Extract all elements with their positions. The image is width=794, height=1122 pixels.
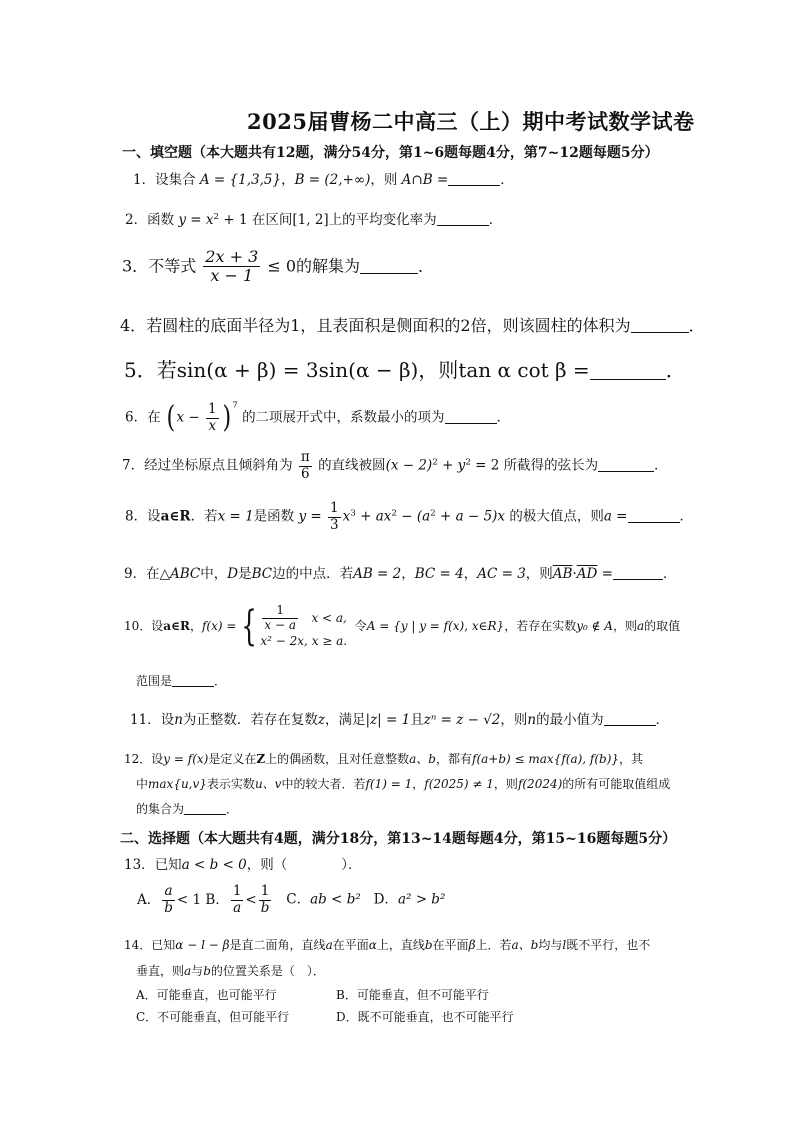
q10-c1-den: x − a <box>264 617 296 632</box>
q12-l2-a: 中 <box>136 777 149 791</box>
q1-comma: ， <box>281 172 295 188</box>
q12-l2-f: 的所有可能取值组成 <box>562 777 671 791</box>
q11-s1: 为正整数．若存在复数 <box>182 712 318 728</box>
q8-s1: ．若 <box>190 508 218 525</box>
question-7 <box>122 450 668 482</box>
q14-l1-alpha: α <box>368 938 377 952</box>
q14-number: 14． <box>124 938 152 952</box>
q2-exp: 2 <box>213 211 220 222</box>
q6-end: ． <box>496 409 511 426</box>
q10-c2-cond: x ≥ a. <box>311 633 348 648</box>
q10-f: f(x) = <box>201 618 237 633</box>
q14-l1-f: 均与 <box>538 938 563 952</box>
q11-s3: 且 <box>410 712 424 728</box>
q8-answer-blank[interactable] <box>628 508 680 523</box>
q7-end: ． <box>654 457 668 474</box>
q10-end: ． <box>214 674 227 688</box>
q6-frac-num: 1 <box>208 401 217 417</box>
q7-circle-exp2: 2 <box>465 457 471 468</box>
q10-s3: 的取值 <box>644 618 681 633</box>
q4-answer-blank[interactable] <box>631 316 689 333</box>
q14-option-a[interactable]: A．可能垂直，也可能平行 <box>136 988 277 1002</box>
q6-frac-den: x <box>208 417 217 434</box>
q5-number: 5． <box>124 358 157 382</box>
q7-circle: (x − 2) <box>385 457 433 474</box>
q11-s5: 的最小值为 <box>536 712 604 728</box>
q14-l1-e: 上．若 <box>475 938 512 952</box>
q7-number: 7． <box>122 457 145 474</box>
question-13-options <box>137 884 445 916</box>
q10-let: 令 <box>354 618 367 633</box>
q11-pre: 设 <box>160 712 175 728</box>
q11-n: n <box>174 712 183 728</box>
question-11 <box>130 708 669 728</box>
q12-number: 12． <box>124 752 152 766</box>
q10-s1: ，若存在实数 <box>504 618 577 633</box>
q13-opt-a-frac: $\frac{a}{b}$ <box>164 883 173 916</box>
q1-set-a: A = {1,3,5} <box>199 172 282 188</box>
q8-poly1: x <box>342 508 351 525</box>
q12-l2-f3: f(2024) <box>517 777 563 791</box>
q7-fraction <box>299 450 312 482</box>
q12-l2-f1: f(1) = 1 <box>365 777 413 791</box>
q10-cond: a∈R <box>163 618 190 633</box>
q6-var: x − <box>176 409 200 426</box>
q10-c1-num: 1 <box>262 604 298 619</box>
q3-fraction-denominator: x − 1 <box>210 266 254 286</box>
q8-e3: 3 <box>350 508 356 519</box>
question-13 <box>124 853 362 873</box>
q13-cond: a < b < 0 <box>181 857 247 873</box>
q10-line2: 范围是 <box>136 674 173 688</box>
q13-opt-c-label: C． <box>286 891 311 908</box>
q10-set-a: A = {y | y = f(x), x∈R} <box>366 618 505 633</box>
q12-l2-f2: f(2025) ≠ 1 <box>424 777 494 791</box>
q12-l1-a: 是定义在 <box>208 752 257 766</box>
section-2-heading: 二、选择题（本大题共有4题，满分18分，第13~14题每题4分，第15~16题每题5分） <box>120 831 677 847</box>
q8-poly2: + ax <box>355 508 392 525</box>
question-6 <box>125 402 510 434</box>
question-3 <box>122 248 434 286</box>
q12-l2-d: ， <box>412 777 425 791</box>
q9-triangle: ABC <box>169 566 201 582</box>
q7-post: 所截得的弦长为 <box>503 457 599 474</box>
q12-l3: 的集合为 <box>136 802 185 816</box>
q11-s4: ，则 <box>500 712 528 728</box>
question-4 <box>120 313 705 336</box>
q13-opt-a-tail: < 1 <box>176 891 202 908</box>
q7-frac-den: 6 <box>301 465 310 482</box>
question-10 <box>124 601 681 650</box>
q11-z: z <box>317 712 326 728</box>
q6-paren-right: ) <box>222 400 231 436</box>
question-9 <box>124 562 676 582</box>
q13-opt-d-label: D． <box>373 891 398 908</box>
q1-set-b: B = (2,+∞) <box>294 172 371 188</box>
q3-fraction <box>203 248 260 286</box>
q11-number: 11． <box>130 712 161 728</box>
q6-paren-left: ( <box>166 400 176 436</box>
q7-circle-exp1: 2 <box>432 457 438 468</box>
q12-answer-blank[interactable] <box>184 802 226 815</box>
question-10-line-2 <box>136 672 226 689</box>
q7-answer-blank[interactable] <box>598 457 654 472</box>
q9-s1: 中， <box>200 566 228 582</box>
q10-case-2 <box>260 633 347 649</box>
q10-brace: { <box>241 601 258 650</box>
q5-mid: ，则 <box>418 358 459 382</box>
q1-expr: A∩B = <box>401 172 449 188</box>
q8-fraction <box>328 501 341 533</box>
q14-l1-d: 在平面 <box>432 938 469 952</box>
q2-func-tail: + 1 <box>219 212 248 228</box>
q7-frac-num: π <box>300 449 310 465</box>
q3-fraction-numerator: 2x + 3 <box>205 247 259 266</box>
q9-bc2: BC = 4 <box>414 566 464 582</box>
q13-opt-b-rel: < <box>245 891 257 908</box>
q14-l1-ab: a、b <box>511 938 539 952</box>
q12-end: ． <box>226 802 239 816</box>
q1-number: 1． <box>133 172 156 188</box>
section-1-heading: 一、填空题（本大题共有12题，满分54分，第1~6题每题4分，第7~12题每题5分） <box>122 145 659 161</box>
q10-cases <box>260 604 347 649</box>
question-1 <box>133 168 514 188</box>
q9-s2: 是 <box>238 566 252 582</box>
q6-number: 6． <box>125 409 148 426</box>
q13-opt-b-frac2: $\frac{1}{b}$ <box>260 883 270 916</box>
q14-l1-angle: α − l − β <box>175 938 230 952</box>
q12-l1-z: Z <box>256 752 266 766</box>
page-title: 2025届曹杨二中高三（上）期中考试数学试卷 <box>247 109 695 134</box>
q14-l1-lb: b <box>424 938 433 952</box>
q9-ac: AC = 3 <box>477 566 526 582</box>
q14-l2-lb: b <box>203 964 211 978</box>
q8-poly3: − (a <box>396 508 431 525</box>
q12-l1-c: ，都有 <box>435 752 472 766</box>
q12-l1-b: 上的偶函数，且对任意整数 <box>265 752 410 766</box>
q6-fraction <box>206 402 219 434</box>
q7-circle-mid: + y <box>437 457 466 474</box>
q14-l1-la: a <box>325 938 333 952</box>
q4-number: 4． <box>120 316 147 335</box>
q8-poly4: + a − 5)x <box>435 508 506 525</box>
question-12-line-3 <box>136 800 238 817</box>
q14-l2-b: 与 <box>191 964 204 978</box>
q3-post: 的解集为 <box>296 256 361 276</box>
q8-frac-den: 3 <box>330 516 339 533</box>
q10-comma: ， <box>189 618 202 633</box>
q14-l1-l: l <box>562 938 567 952</box>
q13-opt-c-expr: ab < b² <box>310 891 361 908</box>
q7-mid: 的直线被圆 <box>318 457 386 474</box>
question-12-line-2 <box>136 775 670 792</box>
q14-option-c[interactable]: C．不可能垂直，但可能平行 <box>136 1010 290 1024</box>
q7-circle-tail: = 2 <box>470 457 500 474</box>
q9-s5: ， <box>463 566 478 582</box>
q12-l2-e: ，则 <box>493 777 518 791</box>
q10-c2-expr: x² − 2x, <box>260 633 308 648</box>
q9-dot: · <box>572 566 577 582</box>
q1-pre: 设集合 <box>155 172 196 188</box>
q9-s6: ，则 <box>525 566 553 582</box>
q2-pre: 函数 <box>147 212 175 228</box>
q6-answer-blank[interactable] <box>445 409 497 424</box>
question-8 <box>125 501 693 533</box>
q6-post: 的二项展开式中，系数最小的项为 <box>242 409 445 426</box>
q8-frac-num: 1 <box>330 500 339 516</box>
q2-post: 上的平均变化率为 <box>328 212 437 228</box>
q10-pre: 设 <box>151 618 164 633</box>
q14-l1-g: 既不平行，也不 <box>566 938 651 952</box>
q10-case1-fraction <box>262 604 298 633</box>
q14-l1-b: 在平面 <box>332 938 369 952</box>
q14-option-b[interactable]: B．可能垂直，但不可能平行 <box>336 988 489 1002</box>
q9-vector-ad: $\overline{AD}$ <box>576 566 598 582</box>
q2-interval: [1, 2] <box>292 212 329 228</box>
question-2 <box>125 208 502 228</box>
q9-s3: 边的中点．若 <box>272 566 354 582</box>
q11-abs: |z| = 1 <box>365 712 411 728</box>
q13-option-d[interactable] <box>374 892 446 908</box>
question-14-line-1 <box>124 936 650 953</box>
q1-answer-blank[interactable] <box>448 172 500 187</box>
q11-s2: ，满足 <box>325 712 366 728</box>
q8-number: 8． <box>125 508 148 525</box>
q14-l2-a: 垂直，则 <box>136 964 185 978</box>
q8-s3: 的极大值点，则 <box>509 508 604 525</box>
q14-l1-beta: β <box>468 938 476 952</box>
q12-l2-max: max{u,v} <box>148 777 207 791</box>
question-5 <box>124 354 686 383</box>
q9-ab: AB = 2 <box>353 566 402 582</box>
q14-l2-c: 的位置关系是（ ）． <box>210 964 325 978</box>
q10-case-1 <box>260 604 347 633</box>
q3-end: ． <box>418 256 435 276</box>
q6-pre: 在 <box>147 409 161 426</box>
q13-opt-b-label: B． <box>205 891 229 908</box>
q8-xval: x = 1 <box>217 508 254 525</box>
question-12-line-1 <box>124 750 643 767</box>
q2-end: ． <box>488 212 503 228</box>
q4-end: ． <box>688 316 705 335</box>
q1-end: ． <box>500 172 514 188</box>
q4-text-c: 倍，则该圆柱的体积为 <box>470 316 631 335</box>
q14-option-d[interactable]: D．既不可能垂直，也不可能平行 <box>336 1010 514 1024</box>
q9-answer-blank[interactable] <box>613 566 663 581</box>
q10-s2: ，则 <box>612 618 637 633</box>
q13-number: 13． <box>124 857 155 873</box>
q9-pre: 在△ <box>146 566 170 582</box>
q13-opt-a-label: A． <box>137 891 161 908</box>
q8-e2a: 2 <box>391 508 397 519</box>
q8-e2b: 2 <box>430 508 436 519</box>
q8-y-eq: y = <box>298 508 322 525</box>
q3-answer-blank[interactable] <box>360 257 418 274</box>
q14-l1-c: 上，直线 <box>376 938 425 952</box>
q9-s4: ， <box>401 566 415 582</box>
q4-text-a: 若圆柱的底面半径为 <box>146 316 291 335</box>
q14-l2-la: a <box>184 964 192 978</box>
q13-option-a[interactable] <box>137 883 202 916</box>
q9-vector-ab: $\overline{AB}$ <box>552 566 573 582</box>
q4-text-b: ，且表面积是侧面积的 <box>300 316 461 335</box>
q8-end: ． <box>679 508 693 525</box>
q12-l1-d: ，其 <box>619 752 644 766</box>
q7-pre: 经过坐标原点且倾斜角为 <box>144 457 293 474</box>
q8-a-eq: a = <box>603 508 628 525</box>
q5-pre: 若 <box>156 358 177 382</box>
question-14-line-2 <box>136 962 325 979</box>
q13-opt-b-frac1: $\frac{1}{a}$ <box>232 883 242 916</box>
q3-pre: 不等式 <box>148 256 197 276</box>
q12-l2-uv: u、v <box>254 777 282 791</box>
q2-func: y = x <box>178 212 214 228</box>
q13-pre: 已知 <box>154 857 182 873</box>
q12-l1-ab: a、b <box>409 752 436 766</box>
q9-bc: BC <box>251 566 273 582</box>
q8-s2: 是函数 <box>253 508 295 525</box>
q13-option-b[interactable] <box>205 883 273 916</box>
q5-expr2: tan α cot β = <box>458 358 590 382</box>
q1-mid: ，则 <box>370 172 398 188</box>
q11-answer-blank[interactable] <box>604 712 656 727</box>
q11-n2: n <box>527 712 537 728</box>
q12-l2-c: 中的较大者．若 <box>281 777 366 791</box>
q2-mid: 在区间 <box>251 212 293 228</box>
q11-eq: zⁿ = z − √2 <box>423 712 501 728</box>
q10-y0: y₀ ∉ A <box>576 618 613 633</box>
q6-power: 7 <box>232 400 238 411</box>
q14-l1-pre: 已知 <box>151 938 176 952</box>
q12-l1-func: y = f(x) <box>163 752 209 766</box>
q10-a: a <box>637 618 645 633</box>
q4-radius: 1 <box>290 316 301 335</box>
q12-l1-pre: 设 <box>151 752 164 766</box>
q3-number: 3． <box>122 256 149 276</box>
q12-l1-ineq: f(a+b) ≤ max{f(a), f(b)} <box>472 752 620 766</box>
q13-post: ，则（ ）． <box>246 857 362 873</box>
q4-ratio: 2 <box>460 316 471 335</box>
q9-end: ． <box>662 566 677 582</box>
q13-opt-d-expr: a² > b² <box>397 891 446 908</box>
q2-number: 2． <box>125 212 148 228</box>
q9-eq: = <box>597 566 613 582</box>
q5-answer-blank[interactable] <box>590 359 666 380</box>
q11-end: ． <box>655 712 670 728</box>
q5-end: ． <box>665 358 686 382</box>
q8-pre: 设 <box>147 508 161 525</box>
q10-answer-blank[interactable] <box>172 674 214 687</box>
q8-cond: a∈R <box>160 508 191 525</box>
q13-option-c[interactable] <box>286 892 360 908</box>
q14-l1-a: 是直二面角，直线 <box>229 938 326 952</box>
q5-expr1: sin(α + β) = 3sin(α − β) <box>176 358 419 382</box>
q12-l2-b: 表示实数 <box>206 777 255 791</box>
q9-number: 9． <box>124 566 147 582</box>
q10-number: 10． <box>124 618 152 633</box>
q9-d: D <box>227 566 239 582</box>
q10-c1-cond: x < a, <box>311 610 347 625</box>
q3-relation: ≤ 0 <box>267 256 297 276</box>
q2-answer-blank[interactable] <box>437 212 489 227</box>
